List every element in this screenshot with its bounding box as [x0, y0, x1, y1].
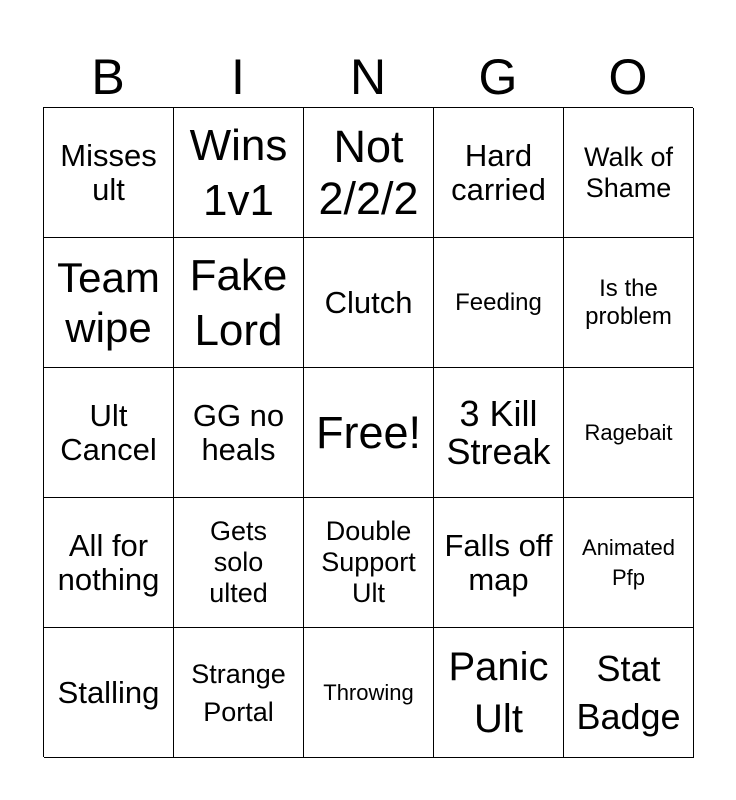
bingo-cell[interactable]	[44, 628, 174, 758]
cell-text: Gets solo ulted	[209, 516, 268, 608]
bingo-cell[interactable]	[564, 108, 694, 238]
bingo-cell[interactable]	[174, 628, 304, 758]
cell-text: Throwing	[323, 680, 414, 705]
header-letter-b: B	[91, 49, 125, 105]
cell-text: All for nothing	[57, 527, 160, 597]
header-letter-i: I	[231, 49, 245, 105]
bingo-header	[43, 48, 693, 106]
bingo-cell[interactable]	[434, 238, 564, 368]
bingo-cell[interactable]	[174, 498, 304, 628]
bingo-cell[interactable]	[44, 238, 174, 368]
cell-text: Misses ult	[60, 137, 157, 207]
header-letter-g: G	[478, 49, 518, 105]
cell-text: Wins 1v1	[189, 120, 288, 225]
bingo-cell[interactable]	[434, 368, 564, 498]
cell-text: Fake Lord	[189, 250, 288, 355]
cell-text: Team wipe	[57, 253, 160, 351]
cell-text: Animated Pfp	[582, 534, 675, 590]
cell-text: 3 Kill Streak	[446, 392, 551, 472]
cell-text: Ult Cancel	[60, 397, 157, 467]
bingo-cell[interactable]	[434, 628, 564, 758]
cell-text: Hard carried	[451, 137, 546, 207]
cell-text: Feeding	[455, 288, 542, 316]
bingo-cell[interactable]	[304, 368, 434, 498]
bingo-cell[interactable]	[434, 108, 564, 238]
cell-text: Falls off map	[444, 527, 553, 597]
bingo-cell[interactable]	[44, 498, 174, 628]
bingo-cell[interactable]	[304, 238, 434, 368]
cell-text: Ragebait	[584, 420, 673, 445]
free-space-text: Free!	[315, 406, 422, 458]
header-letter-n: N	[349, 49, 387, 105]
bingo-board	[43, 107, 693, 757]
cell-text: Stat Badge	[576, 647, 681, 737]
cell-text: Walk of Shame	[583, 141, 673, 203]
cell-text: GG no heals	[192, 397, 285, 467]
bingo-cell[interactable]	[44, 368, 174, 498]
bingo-cell[interactable]	[564, 238, 694, 368]
cell-text: Strange Portal	[191, 658, 286, 727]
cell-text: Is the problem	[585, 274, 672, 330]
bingo-cell[interactable]	[174, 108, 304, 238]
bingo-cell[interactable]	[304, 628, 434, 758]
bingo-cell[interactable]	[44, 108, 174, 238]
header-letter-o: O	[608, 49, 648, 105]
bingo-cell[interactable]	[564, 498, 694, 628]
bingo-cell[interactable]	[564, 368, 694, 498]
bingo-cell[interactable]	[304, 498, 434, 628]
cell-text: Panic Ult	[448, 644, 549, 741]
cell-text: Double Support Ult	[321, 516, 416, 608]
bingo-cell[interactable]	[304, 108, 434, 238]
cell-text: Not 2/2/2	[318, 120, 419, 224]
cell-text: Stalling	[57, 674, 160, 710]
bingo-cell[interactable]	[434, 498, 564, 628]
bingo-cell[interactable]	[564, 628, 694, 758]
bingo-cell[interactable]	[174, 368, 304, 498]
bingo-cell[interactable]	[174, 238, 304, 368]
cell-text: Clutch	[324, 284, 413, 320]
